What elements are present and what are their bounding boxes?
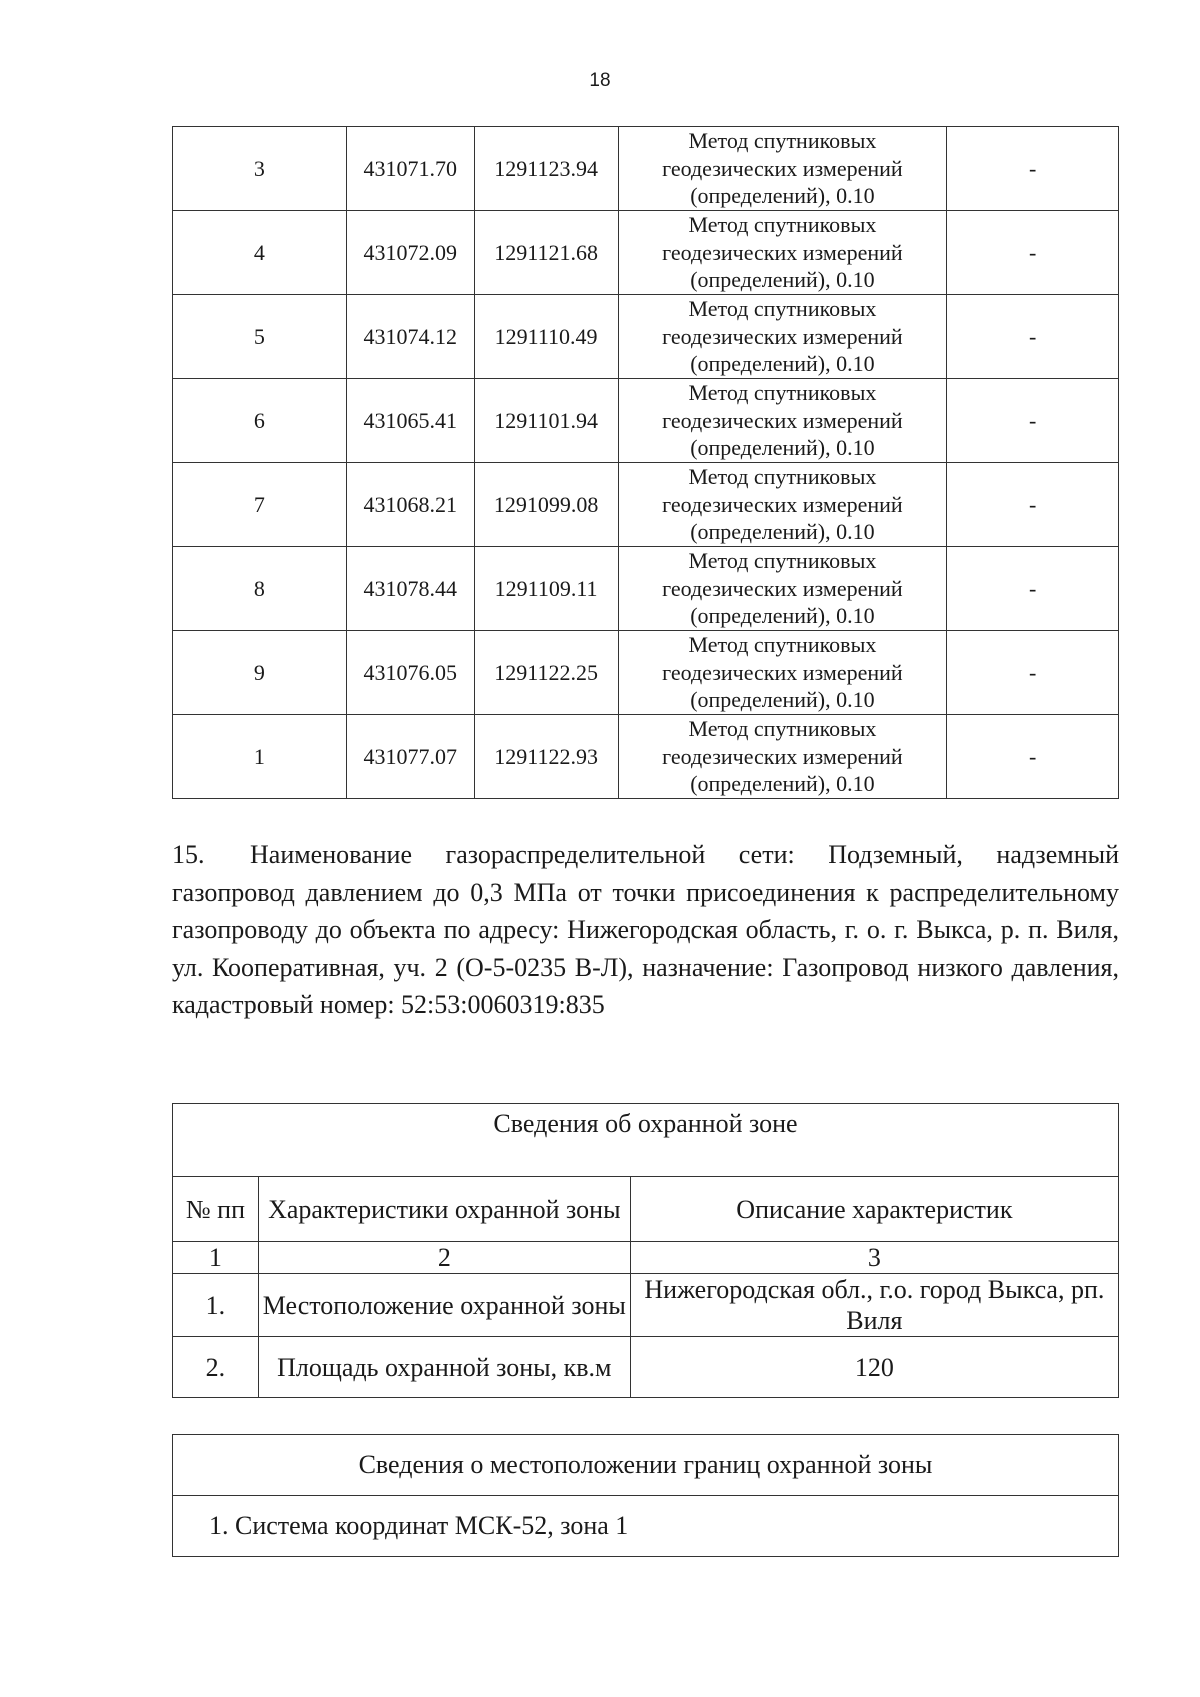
header-description: Описание характеристик <box>630 1177 1118 1242</box>
y-coordinate-cell: 1291110.49 <box>474 295 618 379</box>
note-cell: - <box>947 547 1119 631</box>
section-text: Наименование газораспределительной сети: Подземный, надземный газопровод давлением до 0,3 МПа от точки присоединения к распределительному газопроводу до объекта по адресу: Нижегородская область, г. о. г. Выкса, р. п. Виля, ул. Кооперативная, уч. 2 (О-5-0235 В-Л), назначение: Газопровод низкого давления, кадастровый номер: 52:53:0060319:835 <box>172 840 1119 1019</box>
method-cell <box>618 547 947 631</box>
note-cell: - <box>947 211 1119 295</box>
method-line: Метод спутниковых <box>688 548 877 574</box>
y-coordinate-cell: 1291101.94 <box>474 379 618 463</box>
method-line: геодезических измерений <box>662 659 903 685</box>
method-line: Метод спутниковых <box>688 296 877 322</box>
method-line: геодезических измерений <box>662 323 903 349</box>
point-number-cell: 3 <box>173 127 347 211</box>
x-coordinate-cell: 431065.41 <box>346 379 474 463</box>
method-line: (определений), 0.10 <box>690 519 875 545</box>
y-coordinate-cell: 1291109.11 <box>474 547 618 631</box>
point-number-cell: 1 <box>173 715 347 799</box>
method-line: Метод спутниковых <box>688 380 877 406</box>
method-line: геодезических измерений <box>662 155 903 181</box>
table-row <box>173 379 1119 463</box>
method-cell <box>618 631 947 715</box>
method-cell <box>618 463 947 547</box>
x-coordinate-cell: 431072.09 <box>346 211 474 295</box>
method-line: Метод спутниковых <box>688 464 877 490</box>
point-number-cell: 4 <box>173 211 347 295</box>
col-number-2: 2 <box>258 1242 630 1274</box>
x-coordinate-cell: 431077.07 <box>346 715 474 799</box>
x-coordinate-cell: 431068.21 <box>346 463 474 547</box>
method-line: геодезических измерений <box>662 491 903 517</box>
note-cell: - <box>947 379 1119 463</box>
y-coordinate-cell: 1291099.08 <box>474 463 618 547</box>
header-characteristics: Характеристики охранной зоны <box>258 1177 630 1242</box>
method-line: Метод спутниковых <box>688 212 877 238</box>
method-line: (определений), 0.10 <box>690 435 875 461</box>
method-line: Метод спутниковых <box>688 716 877 742</box>
table-row <box>173 295 1119 379</box>
table-row <box>173 631 1119 715</box>
row-number: 1. <box>173 1274 259 1337</box>
col-number-1: 1 <box>173 1242 259 1274</box>
note-cell: - <box>947 715 1119 799</box>
bounds-table-title: Сведения о местоположении границ охранной зоны <box>173 1435 1119 1496</box>
point-number-cell: 9 <box>173 631 347 715</box>
section-15-paragraph <box>172 836 1119 1024</box>
method-cell <box>618 211 947 295</box>
x-coordinate-cell: 431076.05 <box>346 631 474 715</box>
method-cell <box>618 295 947 379</box>
header-number: № пп <box>173 1177 259 1242</box>
y-coordinate-cell: 1291122.93 <box>474 715 618 799</box>
method-line: Метод спутниковых <box>688 128 877 154</box>
method-line: (определений), 0.10 <box>690 267 875 293</box>
table-row <box>173 127 1119 211</box>
method-cell <box>618 379 947 463</box>
row-number: 2. <box>173 1337 259 1398</box>
method-line: (определений), 0.10 <box>690 603 875 629</box>
table-row <box>173 211 1119 295</box>
method-line: геодезических измерений <box>662 239 903 265</box>
row-characteristic: Площадь охранной зоны, кв.м <box>258 1337 630 1398</box>
method-line: (определений), 0.10 <box>690 687 875 713</box>
method-line: Метод спутниковых <box>688 632 877 658</box>
x-coordinate-cell: 431078.44 <box>346 547 474 631</box>
method-line: (определений), 0.10 <box>690 183 875 209</box>
point-number-cell: 5 <box>173 295 347 379</box>
method-line: (определений), 0.10 <box>690 771 875 797</box>
table-row <box>173 1337 1119 1398</box>
point-number-cell: 8 <box>173 547 347 631</box>
table-row <box>173 547 1119 631</box>
note-cell: - <box>947 295 1119 379</box>
x-coordinate-cell: 431074.12 <box>346 295 474 379</box>
zone-table-title: Сведения об охранной зоне <box>173 1104 1119 1177</box>
table-row <box>173 715 1119 799</box>
row-characteristic: Местоположение охранной зоны <box>258 1274 630 1337</box>
method-line: геодезических измерений <box>662 575 903 601</box>
table-row <box>173 463 1119 547</box>
note-cell: - <box>947 463 1119 547</box>
y-coordinate-cell: 1291122.25 <box>474 631 618 715</box>
note-cell: - <box>947 631 1119 715</box>
method-cell <box>618 127 947 211</box>
point-number-cell: 7 <box>173 463 347 547</box>
method-line: геодезических измерений <box>662 407 903 433</box>
method-line: (определений), 0.10 <box>690 351 875 377</box>
zone-boundaries-table <box>172 1434 1119 1557</box>
col-number-3: 3 <box>630 1242 1118 1274</box>
row-description: 120 <box>630 1337 1118 1398</box>
note-cell: - <box>947 127 1119 211</box>
y-coordinate-cell: 1291123.94 <box>474 127 618 211</box>
page-number: 18 <box>589 70 611 91</box>
section-number: 15. <box>172 840 205 869</box>
method-line: геодезических измерений <box>662 743 903 769</box>
method-cell <box>618 715 947 799</box>
x-coordinate-cell: 431071.70 <box>346 127 474 211</box>
point-number-cell: 6 <box>173 379 347 463</box>
coordinate-system-item: 1. Система координат МСК-52, зона 1 <box>173 1496 1119 1557</box>
protection-zone-table <box>172 1103 1119 1398</box>
row-description: Нижегородская обл., г.о. город Выкса, рп. Виля <box>630 1274 1118 1337</box>
y-coordinate-cell: 1291121.68 <box>474 211 618 295</box>
coordinates-table <box>172 126 1119 799</box>
table-row <box>173 1274 1119 1337</box>
